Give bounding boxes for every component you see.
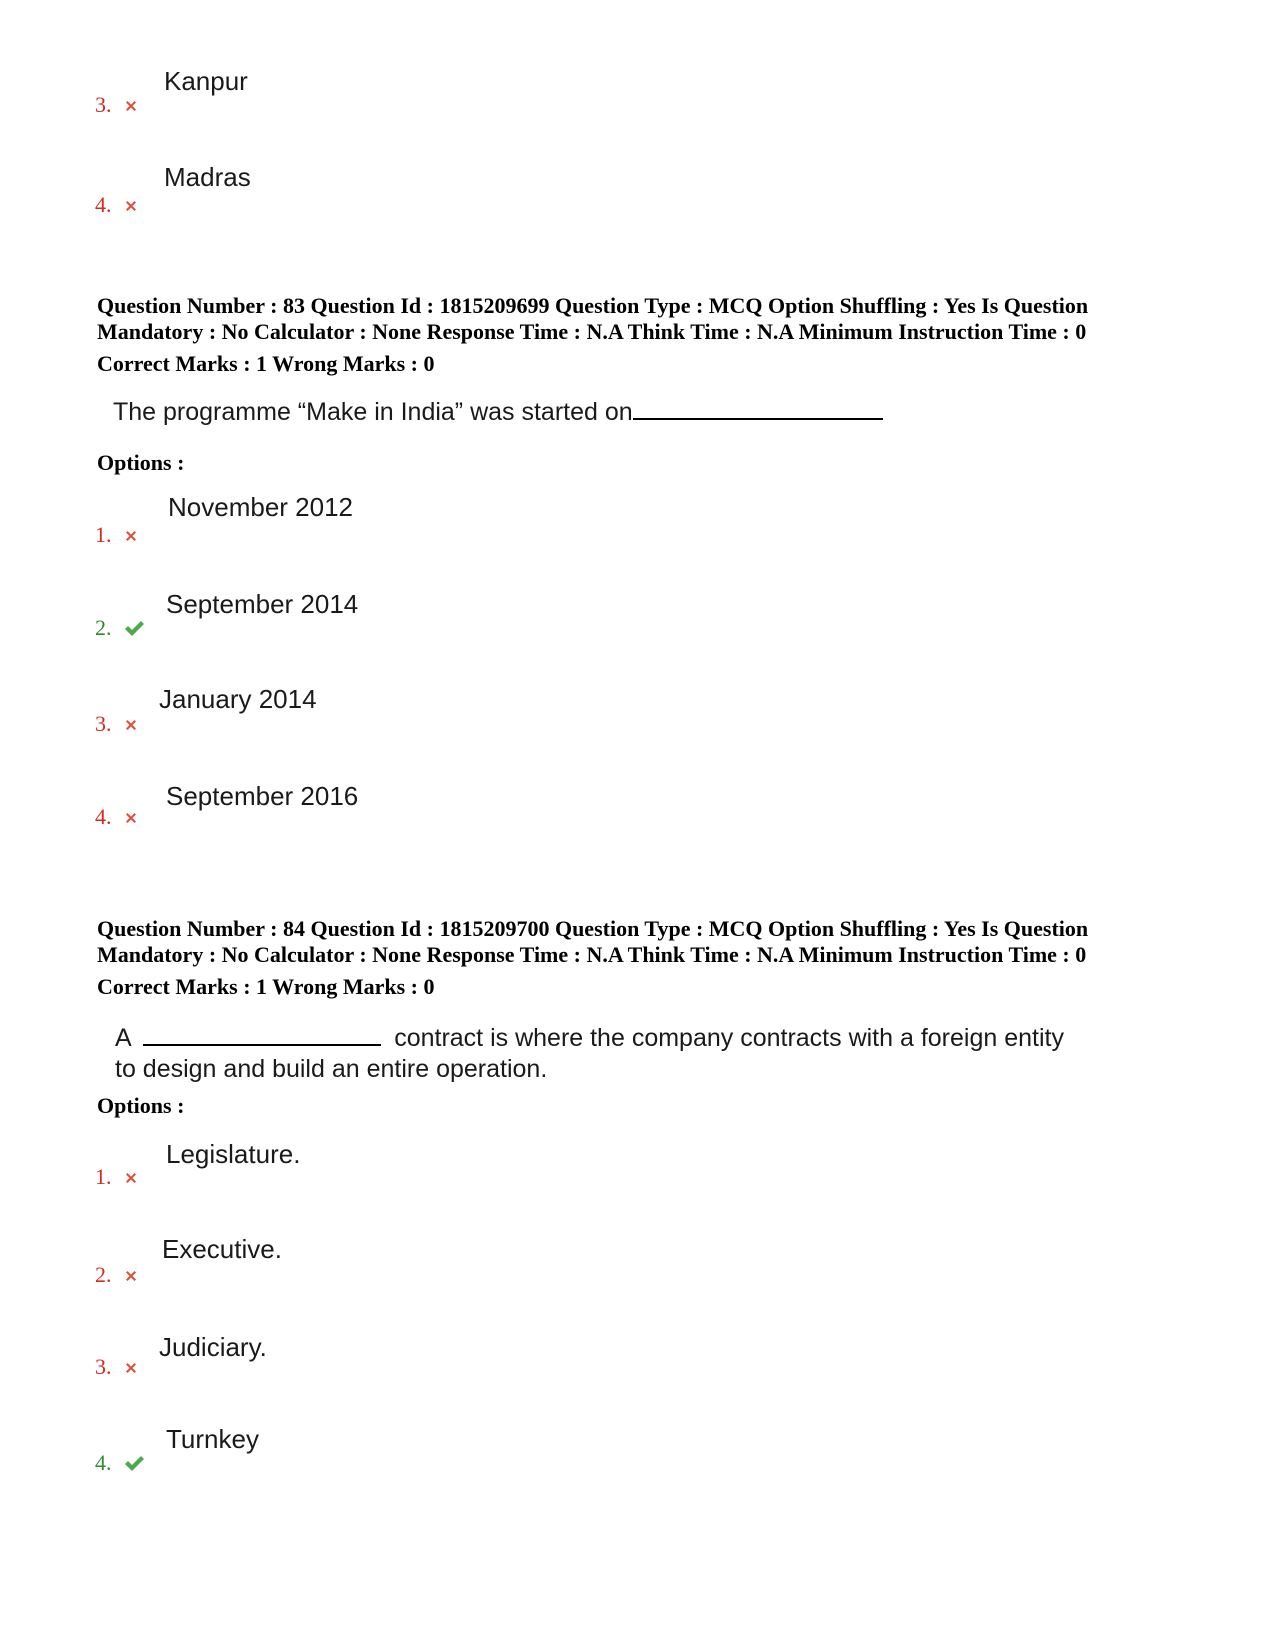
option-number bbox=[95, 1356, 139, 1380]
option-number bbox=[95, 1264, 139, 1288]
option-number-label: 3. bbox=[95, 711, 112, 736]
option-text: Turnkey bbox=[166, 1424, 259, 1454]
option-number-label: 4. bbox=[95, 804, 112, 829]
question-marks: Correct Marks : 1 Wrong Marks : 0 bbox=[97, 351, 435, 376]
cross-icon bbox=[123, 1358, 139, 1380]
option-number bbox=[95, 94, 139, 118]
cross-icon bbox=[123, 196, 139, 218]
option-number bbox=[95, 806, 139, 830]
question-text-prefix: A bbox=[115, 1024, 131, 1052]
cross-icon bbox=[123, 1168, 139, 1190]
cross-icon bbox=[123, 715, 139, 737]
question-header bbox=[97, 916, 1207, 968]
option-number bbox=[95, 194, 139, 218]
options-label: Options : bbox=[97, 1093, 185, 1118]
question-text bbox=[115, 1023, 1064, 1085]
option-text: Judiciary. bbox=[159, 1332, 267, 1362]
option-number-label: 2. bbox=[95, 1262, 112, 1287]
answer-blank bbox=[633, 418, 883, 420]
option-number bbox=[95, 1452, 145, 1476]
option-text: September 2014 bbox=[166, 589, 359, 619]
question-meta-line-1: Question Number : 84 Question Id : 1815209700 Question Type : MCQ Option Shuffling : Yes Is Question bbox=[97, 916, 1089, 941]
option-number-label: 4. bbox=[95, 192, 112, 217]
option-number-label: 3. bbox=[95, 1354, 112, 1379]
question-meta-line-2: Mandatory : No Calculator : None Response Time : N.A Think Time : N.A Minimum Instruction Time : 0 bbox=[97, 942, 1087, 967]
option-number-label: 4. bbox=[95, 1450, 112, 1475]
option-text: Madras bbox=[164, 162, 251, 192]
option-text: Executive. bbox=[162, 1234, 282, 1264]
cross-icon bbox=[123, 96, 139, 118]
question-marks: Correct Marks : 1 Wrong Marks : 0 bbox=[97, 974, 435, 999]
question-header bbox=[97, 293, 1207, 345]
check-icon bbox=[123, 1454, 145, 1476]
option-number-label: 3. bbox=[95, 92, 112, 117]
option-text: Legislature. bbox=[166, 1139, 301, 1169]
option-text: November 2012 bbox=[168, 492, 353, 522]
answer-blank bbox=[143, 1044, 381, 1046]
option-number-label: 1. bbox=[95, 1164, 112, 1189]
option-number bbox=[95, 524, 139, 548]
option-number-label: 1. bbox=[95, 522, 112, 547]
option-text: September 2016 bbox=[166, 781, 359, 811]
question-meta-line-2: Mandatory : No Calculator : None Response Time : N.A Think Time : N.A Minimum Instruction Time : 0 bbox=[97, 319, 1087, 344]
option-number bbox=[95, 713, 139, 737]
option-number-label: 2. bbox=[95, 615, 112, 640]
question-text bbox=[113, 397, 883, 428]
check-icon bbox=[123, 619, 145, 641]
cross-icon bbox=[123, 808, 139, 830]
option-text: January 2014 bbox=[159, 684, 317, 714]
option-text: Kanpur bbox=[164, 66, 248, 96]
question-text-line-1: contract is where the company contracts with a foreign entity bbox=[394, 1024, 1064, 1052]
question-text-line-2: to design and build an entire operation. bbox=[115, 1055, 548, 1083]
question-text-content: The programme “Make in India” was started on bbox=[113, 398, 633, 426]
option-number bbox=[95, 617, 145, 641]
cross-icon bbox=[123, 1266, 139, 1288]
option-number bbox=[95, 1166, 139, 1190]
options-label: Options : bbox=[97, 450, 185, 475]
cross-icon bbox=[123, 526, 139, 548]
question-meta-line-1: Question Number : 83 Question Id : 1815209699 Question Type : MCQ Option Shuffling : Yes Is Question bbox=[97, 293, 1089, 318]
